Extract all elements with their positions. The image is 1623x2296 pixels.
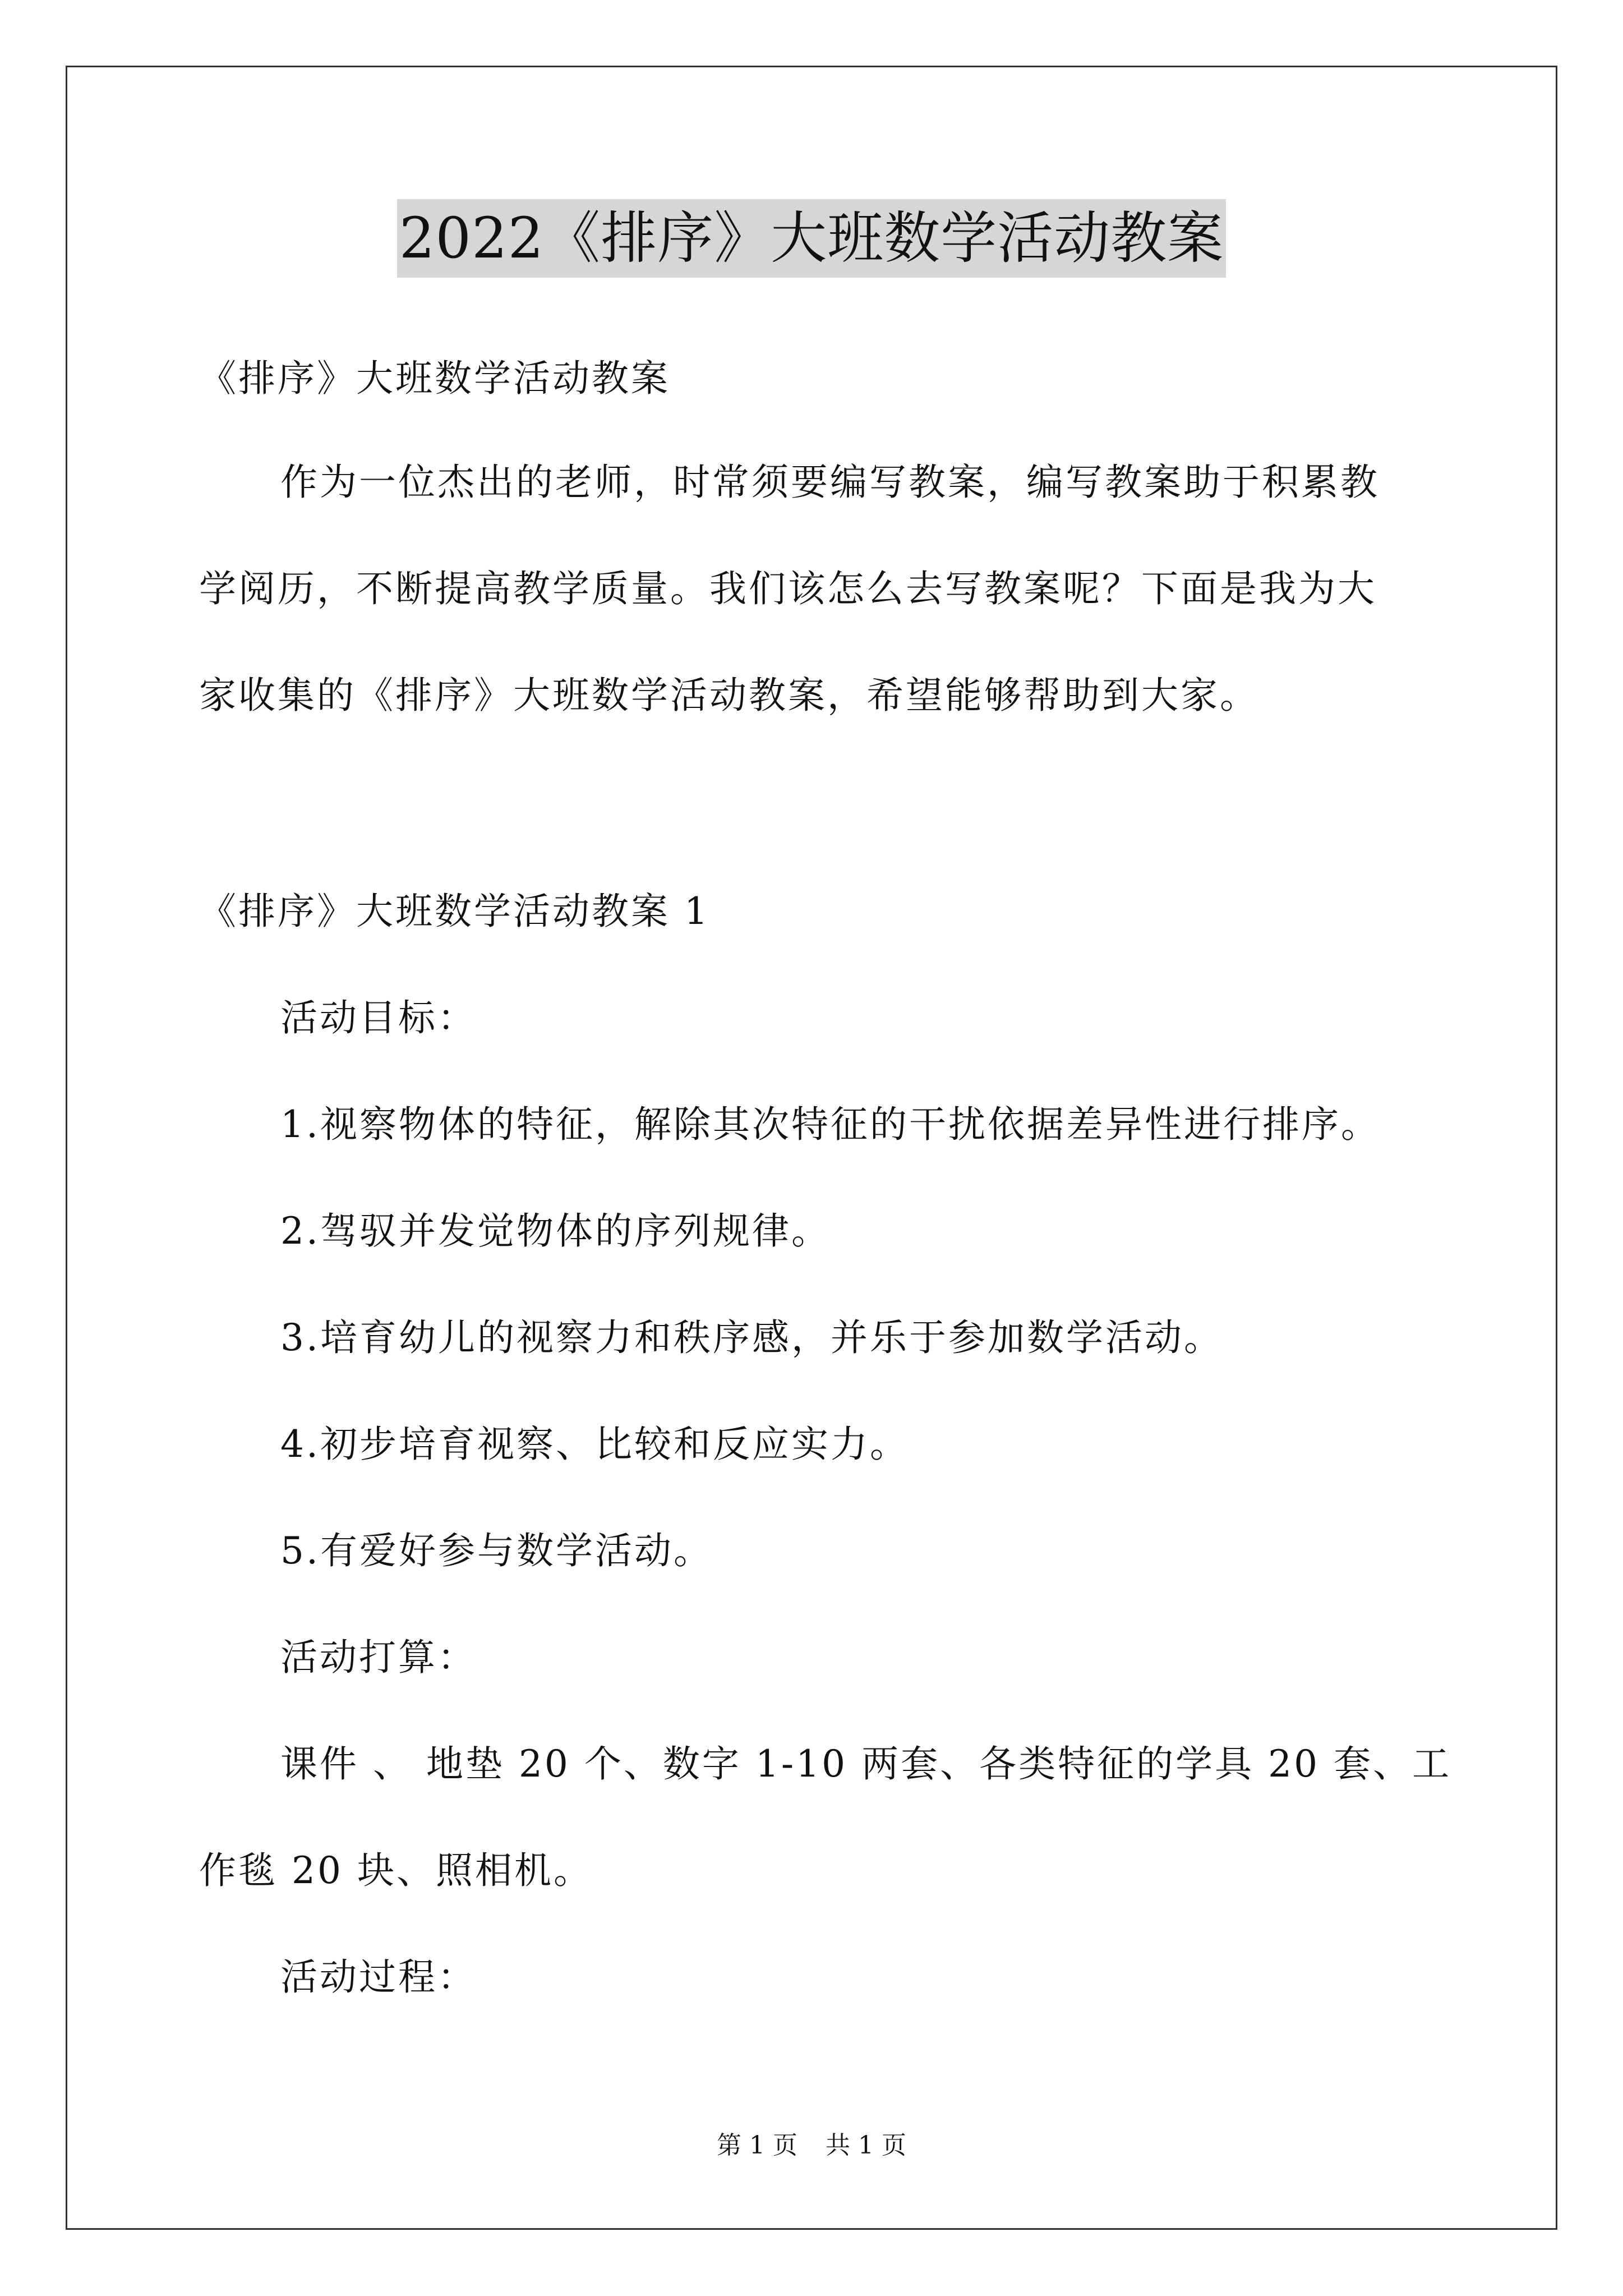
prep-line-2: 作毯 20 块、照相机。 bbox=[199, 1849, 593, 1892]
goals-heading: 活动目标： bbox=[280, 996, 477, 1039]
title-container bbox=[0, 199, 1623, 278]
page-number-total: 共 1 页 bbox=[826, 2131, 906, 2160]
goal-item: 2.驾驭并发觉物体的序列规律。 bbox=[280, 1209, 831, 1253]
document-subtitle: 《排序》大班数学活动教案 bbox=[199, 357, 670, 400]
goal-item: 4.初步培育视察、比较和反应实力。 bbox=[280, 1423, 909, 1466]
section-heading: 《排序》大班数学活动教案 1 bbox=[199, 890, 710, 933]
prep-heading: 活动打算： bbox=[280, 1636, 477, 1679]
document-title: 2022《排序》大班数学活动教案 bbox=[397, 199, 1227, 278]
intro-line-1: 作为一位杰出的老师，时常须要编写教案，编写教案助于积累教 bbox=[280, 461, 1380, 504]
process-heading: 活动过程： bbox=[280, 1955, 477, 1999]
page-number-current: 第 1 页 bbox=[717, 2131, 797, 2160]
intro-line-2: 学阅历，不断提高教学质量。我们该怎么去写教案呢？下面是我为大 bbox=[199, 567, 1377, 610]
prep-line-1: 课件 、 地垫 20 个、数字 1-10 两套、各类特征的学具 20 套、工 bbox=[280, 1742, 1452, 1786]
page-footer bbox=[0, 2129, 1623, 2162]
goal-item: 1.视察物体的特征，解除其次特征的干扰依据差异性进行排序。 bbox=[280, 1103, 1380, 1146]
goal-item: 5.有爱好参与数学活动。 bbox=[280, 1529, 713, 1572]
intro-line-3: 家收集的《排序》大班数学活动教案，希望能够帮助到大家。 bbox=[199, 674, 1259, 717]
goal-item: 3.培育幼儿的视察力和秩序感，并乐于参加数学活动。 bbox=[280, 1316, 1223, 1359]
